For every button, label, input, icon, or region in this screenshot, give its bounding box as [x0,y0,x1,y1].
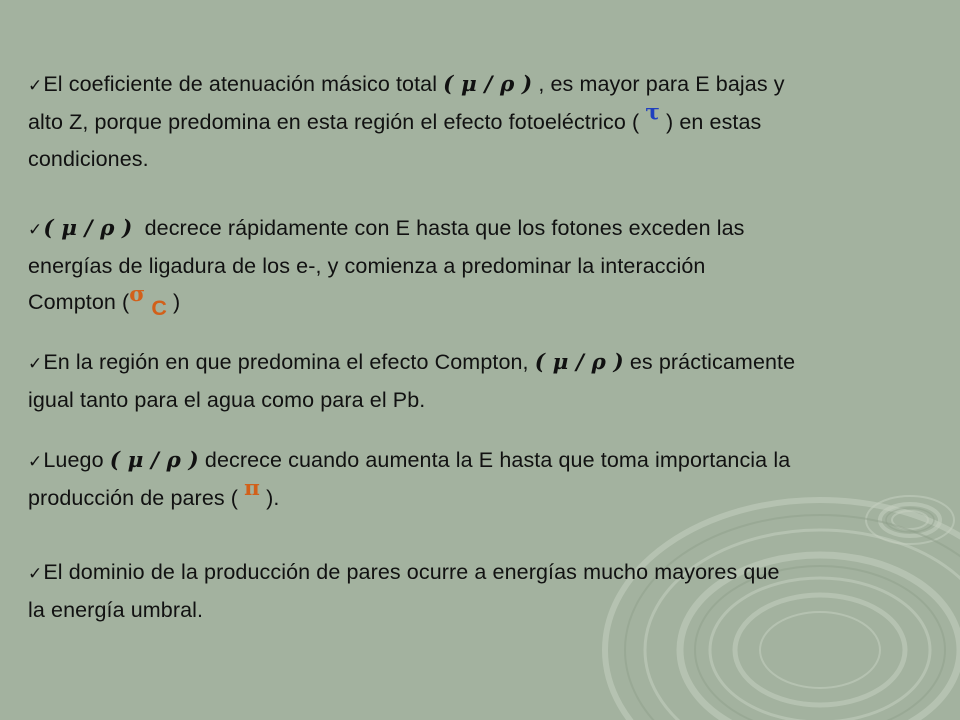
bullet-4-text-a: Luego [43,448,104,472]
bullet-4-text-b: decrece cuando aumenta la E hasta que toma importancia la [204,448,791,472]
checkmark-icon: ✓ [28,76,43,95]
bullet-3-text-c: igual tanto para el agua como para el Pb. [28,388,426,412]
bullet-5-text-b: la energía umbral. [28,598,204,622]
bullet-1-mu-rho: ( μ / ρ ) [443,72,533,97]
checkmark-icon: ✓ [28,220,43,239]
bullet-4-text-c: producción de pares ( [28,486,239,510]
bullet-1-text-d: ) en estas [665,110,762,134]
checkmark-icon: ✓ [28,564,43,583]
tau-symbol: τ [645,100,660,125]
sigma-symbol: σ [129,282,146,307]
bullet-5 [28,554,940,628]
bullet-3-text-a: En la región en que predomina el efecto Compton, [43,350,529,374]
bullet-4-text-d: ). [266,486,280,510]
bullet-2-text-a: decrece rápidamente con E hasta que los fotones exceden las [144,216,745,240]
bullet-2-text-b: energías de ligadura de los e-, y comienza a predominar la interacción [28,254,706,278]
bullet-2 [28,210,940,321]
bullet-4 [28,442,940,517]
bullet-1-text-a: El coeficiente de atenuación másico total [43,72,438,96]
bullet-2-text-d: ) [173,290,181,314]
bullet-1-text-e: condiciones. [28,147,149,171]
bullet-2-mu-rho: ( μ / ρ ) [43,216,133,241]
bullet-3 [28,344,940,418]
bullet-5-text-a: El dominio de la producción de pares ocurre a energías mucho mayores que [43,560,780,584]
bullet-1 [28,66,940,177]
bullet-4-mu-rho: ( μ / ρ ) [109,448,199,473]
pi-symbol: π [244,476,260,501]
compton-subscript: C [151,296,167,320]
bullet-1-text-b: , es mayor para E bajas y [538,72,785,96]
checkmark-icon: ✓ [28,354,43,373]
checkmark-icon: ✓ [28,452,43,471]
bullet-1-text-c: alto Z, porque predomina en esta región el efecto fotoeléctrico ( [28,110,640,134]
bullet-2-text-c: Compton ( [28,290,130,314]
bullet-3-text-b: es prácticamente [629,350,796,374]
bullet-3-mu-rho: ( μ / ρ ) [534,350,624,375]
